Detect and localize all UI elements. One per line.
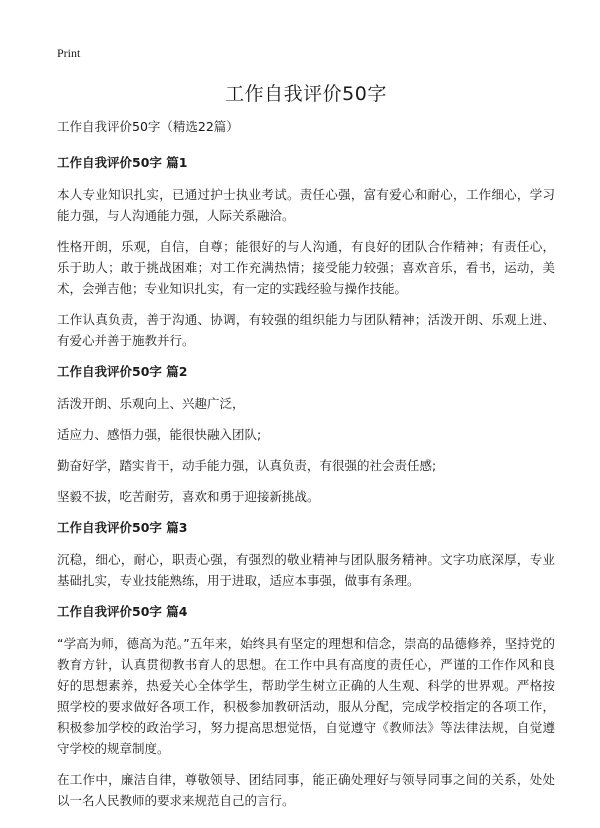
section-heading: 工作自我评价50字 篇2 [57, 364, 188, 379]
paragraph: 勤奋好学，踏实肯干，动手能力强，认真负责，有很强的社会责任感; [57, 458, 437, 473]
print-link[interactable]: Print [57, 46, 81, 60]
paragraph: 工作认真负责，善于沟通、协调，有较强的组织能力与团队精神；活泼开朗、乐观上进、有爱心并善于施教并行。 [57, 312, 555, 348]
paragraph: 性格开朗，乐观，自信，自尊；能很好的与人沟通，有良好的团队合作精神；有责任心，乐于助人；敢于挑战困难；对工作充满热情；接受能力较强；喜欢音乐，看书，运动，美术，会弹吉他；专业知识扎实，有一定的实践经验与操作技能。 [57, 239, 555, 296]
paragraph: 坚毅不拔，吃苦耐劳，喜欢和勇于迎接新挑战。 [57, 489, 320, 504]
document-subtitle: 工作自我评价50字（精选22篇） [57, 119, 239, 134]
paragraph: 活泼开朗、乐观向上、兴趣广泛， [57, 396, 245, 411]
section-heading: 工作自我评价50字 篇3 [57, 520, 188, 535]
page-title: 工作自我评价50字 [225, 83, 387, 105]
paragraph: 在工作中，廉洁自律，尊敬领导、团结同事，能正确处理好与领导同事之间的关系，处处以一名人民教师的要求来规范自己的言行。 [57, 772, 555, 808]
paragraph: “学高为师，德高为范。”五年来，始终具有坚定的理想和信念，崇高的品德修养，坚持党的教育方针，认真贯彻教书育人的思想。在工作中具有高度的责任心，严谨的工作作风和良好的思想素养，热爱关心全体学生，帮助学生树立正确的人生观、科学的世界观。严格按照学校的要求做好各项工作，积极参加教研活动，服从分配，完成学校指定的各项工作，积极参加学校的政治学习，努力提高思想觉悟，自觉遵守《教师法》等法律法规，自觉遵守学校的规章制度。 [57, 636, 555, 756]
paragraph: 本人专业知识扎实，已通过护士执业考试。责任心强，富有爱心和耐心，工作细心，学习能力强，与人沟通能力强，人际关系融洽。 [57, 187, 555, 223]
section-4 [57, 603, 555, 811]
section-2 [57, 363, 555, 507]
paragraph: 沉稳，细心，耐心，职责心强，有强烈的敬业精神与团队服务精神。文字功底深厚，专业基础扎实，专业技能熟练，用于进取，适应本事强，做事有条理。 [57, 552, 555, 588]
paragraph: 适应力、感悟力强，能很快融入团队; [57, 427, 262, 442]
section-1 [57, 154, 555, 351]
section-heading: 工作自我评价50字 篇4 [57, 604, 188, 619]
section-heading: 工作自我评价50字 篇1 [57, 155, 188, 170]
section-3 [57, 519, 555, 591]
